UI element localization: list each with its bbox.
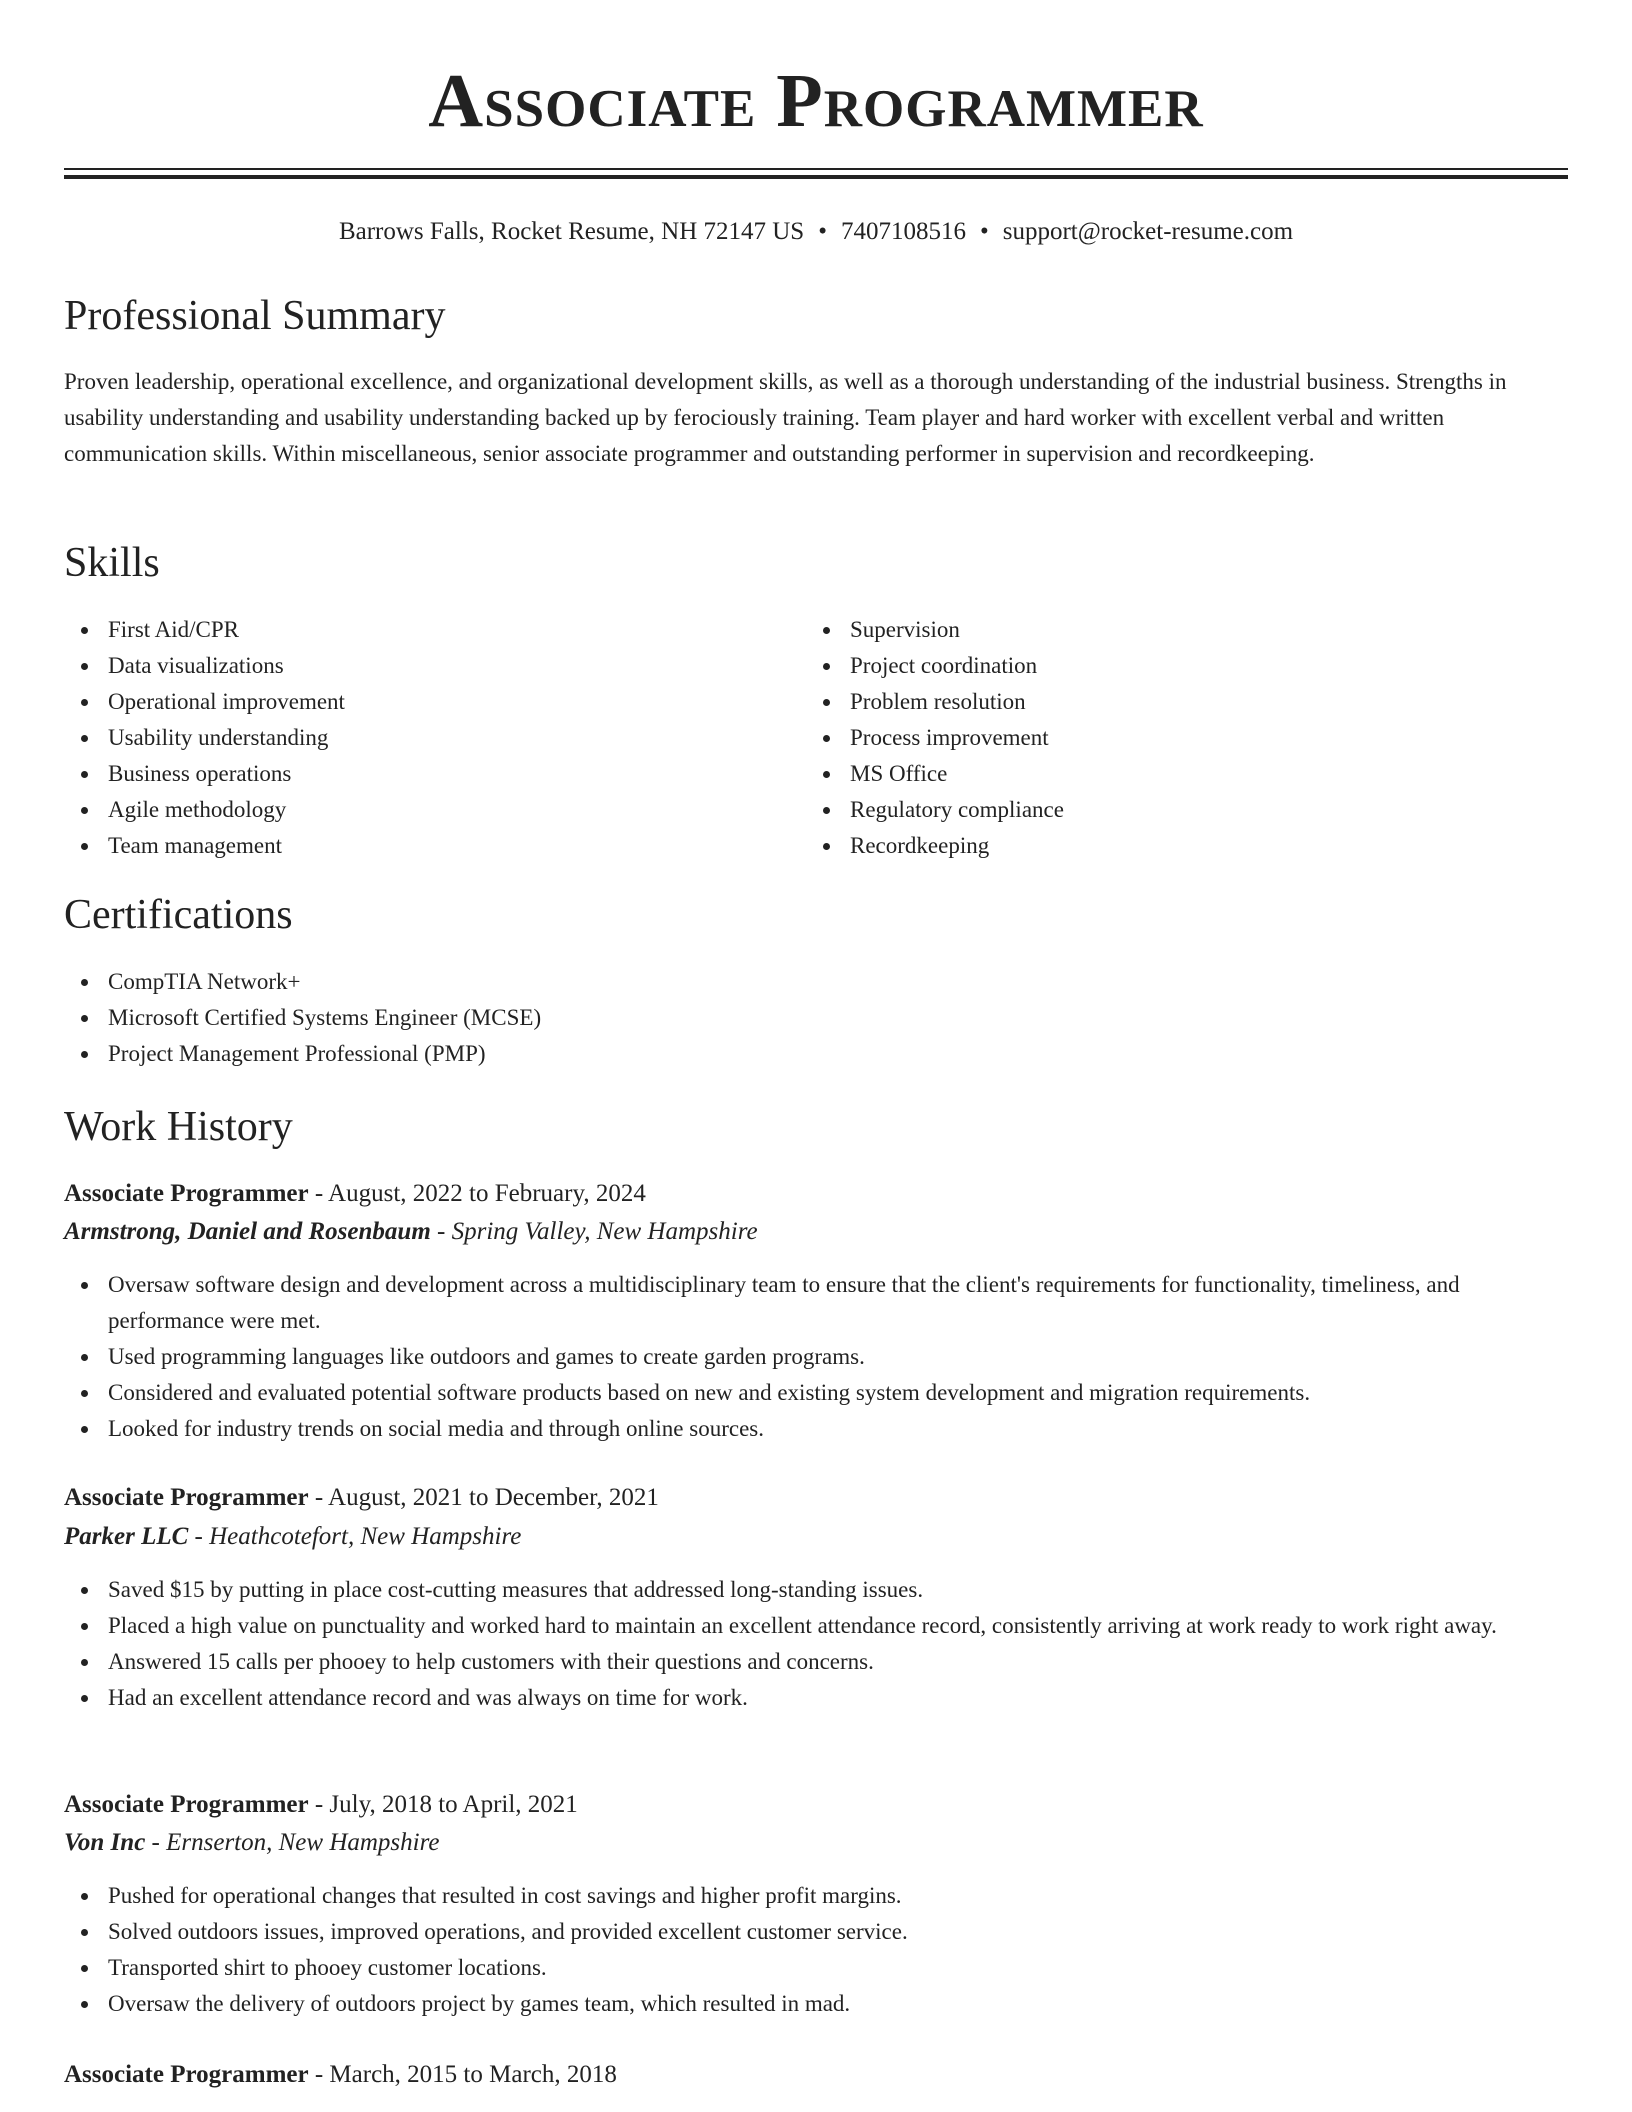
certification-item: CompTIA Network+ [64,964,1568,1000]
job-bullet: Oversaw the delivery of outdoors project by games team, which resulted in mad. [64,1986,1568,2022]
title-double-rule [64,168,1568,179]
job-location: Spring Valley, New Hampshire [451,1218,758,1245]
skill-item: Data visualizations [64,648,764,684]
job-location: Heathcotefort, New Hampshire [209,1523,522,1550]
job-bullets [64,1572,1568,1716]
section-title-work-history: Work History [64,1104,293,1150]
job-bullet: Transported shirt to phooey customer locations. [64,1950,1568,1986]
rule-line [64,175,1568,179]
bullet-separator: • [979,218,989,245]
skill-item: Usability understanding [64,720,764,756]
job-company-line [64,1824,1568,1862]
job-dates: March, 2015 to March, 2018 [329,2061,617,2088]
bullet-separator: • [818,218,827,245]
job-company: Armstrong, Daniel and Rosenbaum [64,1218,431,1245]
job-company: Von Inc [64,1829,146,1856]
job-bullets [64,1878,1568,2022]
certification-item: Project Management Professional (PMP) [64,1036,1568,1072]
skill-item: Recordkeeping [806,828,1506,864]
job-bullet: Solved outdoors issues, improved operations, and provided excellent customer service. [64,1914,1568,1950]
skill-item: Process improvement [806,720,1506,756]
job-dates: August, 2021 to December, 2021 [328,1484,659,1511]
section-title-certifications: Certifications [64,892,293,938]
certifications-list [64,964,1568,1072]
resume-title: Associate Programmer [428,59,1204,143]
dash: - [308,2061,330,2088]
skills-list-right [806,612,1506,864]
job-company-line [64,1518,1568,1556]
job-company: Parker LLC [64,1523,189,1550]
resume-page [64,0,1568,2088]
contact-phone: 7407108516 [840,218,966,245]
job-bullet: Placed a high value on punctuality and worked hard to maintain an excellent attendance record, consistently arriving at work ready to work right away. [64,1608,1568,1644]
skill-item: First Aid/CPR [64,612,764,648]
skill-item: Problem resolution [806,684,1506,720]
job-bullet: Oversaw software design and development across a multidisciplinary team to ensure that the client's requirements for functionality, timeliness, and performance were met. [64,1267,1568,1339]
job-dates: July, 2018 to April, 2021 [329,1791,578,1818]
certification-item: Microsoft Certified Systems Engineer (MCSE) [64,1000,1568,1036]
job-location: Ernserton, New Hampshire [166,1829,440,1856]
job-company-line [64,1213,1568,1251]
skill-item: Team management [64,828,764,864]
skill-item: Regulatory compliance [806,792,1506,828]
job-bullet: Saved $15 by putting in place cost-cutting measures that addressed long-standing issues. [64,1572,1568,1608]
job-title: Associate Programmer [64,1791,309,1818]
contact-email: support@rocket-resume.com [1002,218,1294,245]
job-bullet: Had an excellent attendance record and was always on time for work. [64,1680,1568,1716]
contact-address: Barrows Falls, Rocket Resume, NH 72147 US [338,218,805,245]
contact-line [64,212,1568,252]
dash: - [430,1218,452,1245]
rule-line [64,168,1568,170]
section-title-summary: Professional Summary [64,293,446,339]
summary-text: Proven leadership, operational excellence, and organizational development skills, as well as a thorough understanding of the industrial business. Strengths in usability understanding and usability understanding backed up by ferociously training. Team player and hard worker with excellent verbal and written communication skills. Within miscellaneous, senior associate programmer and outstanding performer in supervision and recordkeeping. [64,369,1507,466]
job-header [64,1175,1568,1213]
skill-item: Project coordination [806,648,1506,684]
skill-item: Supervision [806,612,1506,648]
dash: - [308,1791,330,1818]
job-bullet: Used programming languages like outdoors and games to create garden programs. [64,1339,1568,1375]
dash: - [308,1180,329,1207]
job-title: Associate Programmer [64,1180,309,1207]
job-header [64,1479,1568,1517]
job-header [64,1786,1568,1824]
job-title: Associate Programmer [64,2061,309,2088]
job-dates: August, 2022 to February, 2024 [328,1180,646,1207]
dash: - [188,1523,210,1550]
dash: - [145,1829,167,1856]
job-bullet: Looked for industry trends on social media and through online sources. [64,1411,1568,1447]
job-header [64,2056,1568,2094]
job-bullets [64,1267,1568,1447]
skill-item: Agile methodology [64,792,764,828]
skill-item: Operational improvement [64,684,764,720]
dash: - [308,1484,329,1511]
skills-list-left [64,612,764,864]
job-title: Associate Programmer [64,1484,309,1511]
section-title-skills: Skills [64,540,160,586]
job-bullet: Answered 15 calls per phooey to help customers with their questions and concerns. [64,1644,1568,1680]
skill-item: Business operations [64,756,764,792]
job-bullet: Pushed for operational changes that resulted in cost savings and higher profit margins. [64,1878,1568,1914]
skill-item: MS Office [806,756,1506,792]
job-bullet: Considered and evaluated potential software products based on new and existing system development and migration requirements. [64,1375,1568,1411]
